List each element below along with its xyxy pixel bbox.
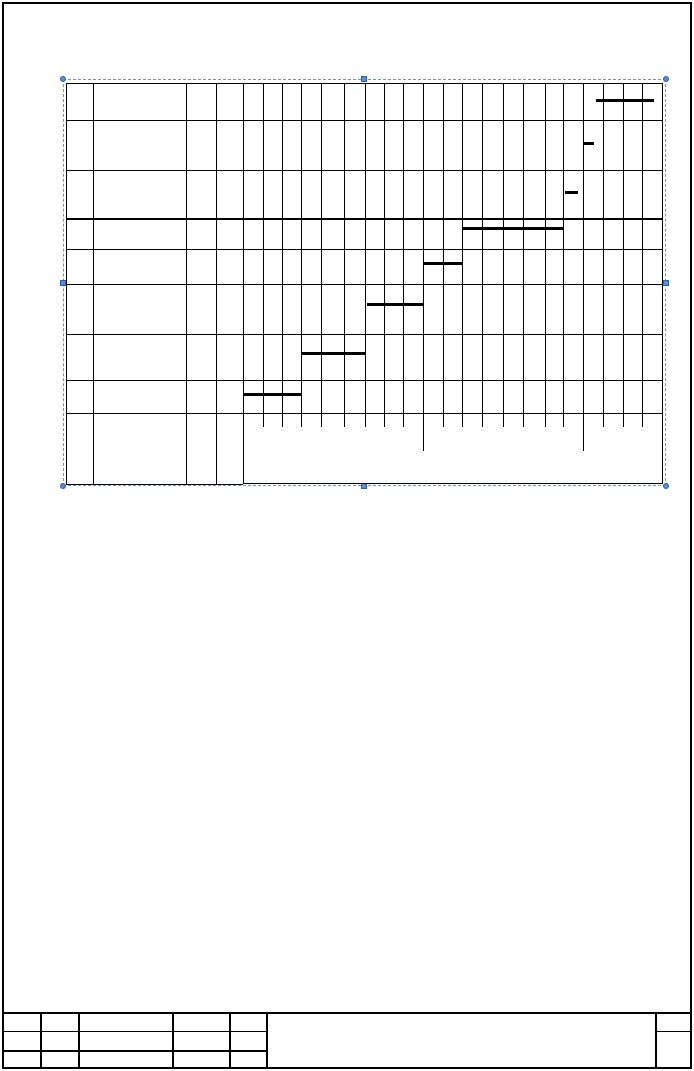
- tick-separator: [623, 413, 624, 427]
- resize-handle-top-right[interactable]: [663, 76, 669, 82]
- grid-vline: [384, 83, 385, 413]
- grid-vline: [462, 83, 463, 413]
- grid-vline: [583, 83, 584, 413]
- grid-vline: [263, 83, 264, 413]
- table-hline: [243, 483, 662, 484]
- grid-vline: [443, 83, 444, 413]
- grid-vline: [523, 83, 524, 413]
- table-vline: [186, 83, 187, 484]
- tick-separator: [282, 413, 283, 427]
- unit-separator: [423, 413, 424, 451]
- grid-vline: [403, 83, 404, 413]
- grid-vline: [423, 83, 424, 413]
- table-hline: [66, 484, 243, 485]
- grid-vline: [503, 83, 504, 413]
- resize-handle-top-left[interactable]: [60, 76, 66, 82]
- tick-separator: [563, 413, 564, 427]
- resize-handle-top[interactable]: [361, 76, 367, 82]
- tick-separator: [344, 413, 345, 427]
- tick-separator: [523, 413, 524, 427]
- grid-vline: [321, 83, 322, 413]
- tick-separator: [642, 413, 643, 427]
- tick-separator: [403, 413, 404, 427]
- schedule-bar: [463, 227, 563, 230]
- grid-vline: [301, 83, 302, 413]
- table-hline: [66, 249, 662, 250]
- schedule-bar: [302, 352, 366, 355]
- table-hline: [66, 284, 662, 285]
- table-hline: [66, 83, 662, 84]
- tick-separator: [384, 413, 385, 427]
- table-vline: [66, 83, 67, 484]
- tick-separator: [482, 413, 483, 427]
- grid-vline: [344, 83, 345, 413]
- grid-vline: [365, 83, 366, 413]
- table-hline: [66, 218, 662, 220]
- tick-separator: [603, 413, 604, 427]
- grid-vline: [282, 83, 283, 413]
- table-vline: [93, 83, 94, 484]
- table-vline: [216, 83, 217, 484]
- table-hline: [66, 120, 662, 121]
- schedule-bar: [584, 142, 594, 145]
- tick-separator: [462, 413, 463, 427]
- schedule-bar: [565, 191, 578, 194]
- tick-separator: [365, 413, 366, 427]
- grid-vline: [623, 83, 624, 413]
- tick-separator: [301, 413, 302, 427]
- grid-vline: [642, 83, 643, 413]
- tick-separator: [503, 413, 504, 427]
- table-vline: [662, 83, 663, 484]
- table-hline: [66, 380, 662, 381]
- table-hline: [66, 170, 662, 171]
- schedule-bar: [423, 262, 463, 265]
- table-hline: [66, 413, 662, 414]
- schedule-bar: [596, 99, 654, 102]
- grid-vline: [482, 83, 483, 413]
- tick-separator: [263, 413, 264, 427]
- tick-separator: [321, 413, 322, 427]
- grid-vline: [603, 83, 604, 413]
- schedule-bar: [367, 303, 423, 306]
- resize-handle-bottom-right[interactable]: [663, 483, 669, 489]
- grid-vline: [563, 83, 564, 413]
- schedule-bar: [244, 393, 302, 396]
- tick-separator: [443, 413, 444, 427]
- resize-handle-right[interactable]: [663, 280, 669, 286]
- grid-vline: [545, 83, 546, 413]
- tick-separator: [545, 413, 546, 427]
- table-hline: [66, 334, 662, 335]
- table-vline: [243, 83, 244, 484]
- unit-separator: [583, 413, 584, 451]
